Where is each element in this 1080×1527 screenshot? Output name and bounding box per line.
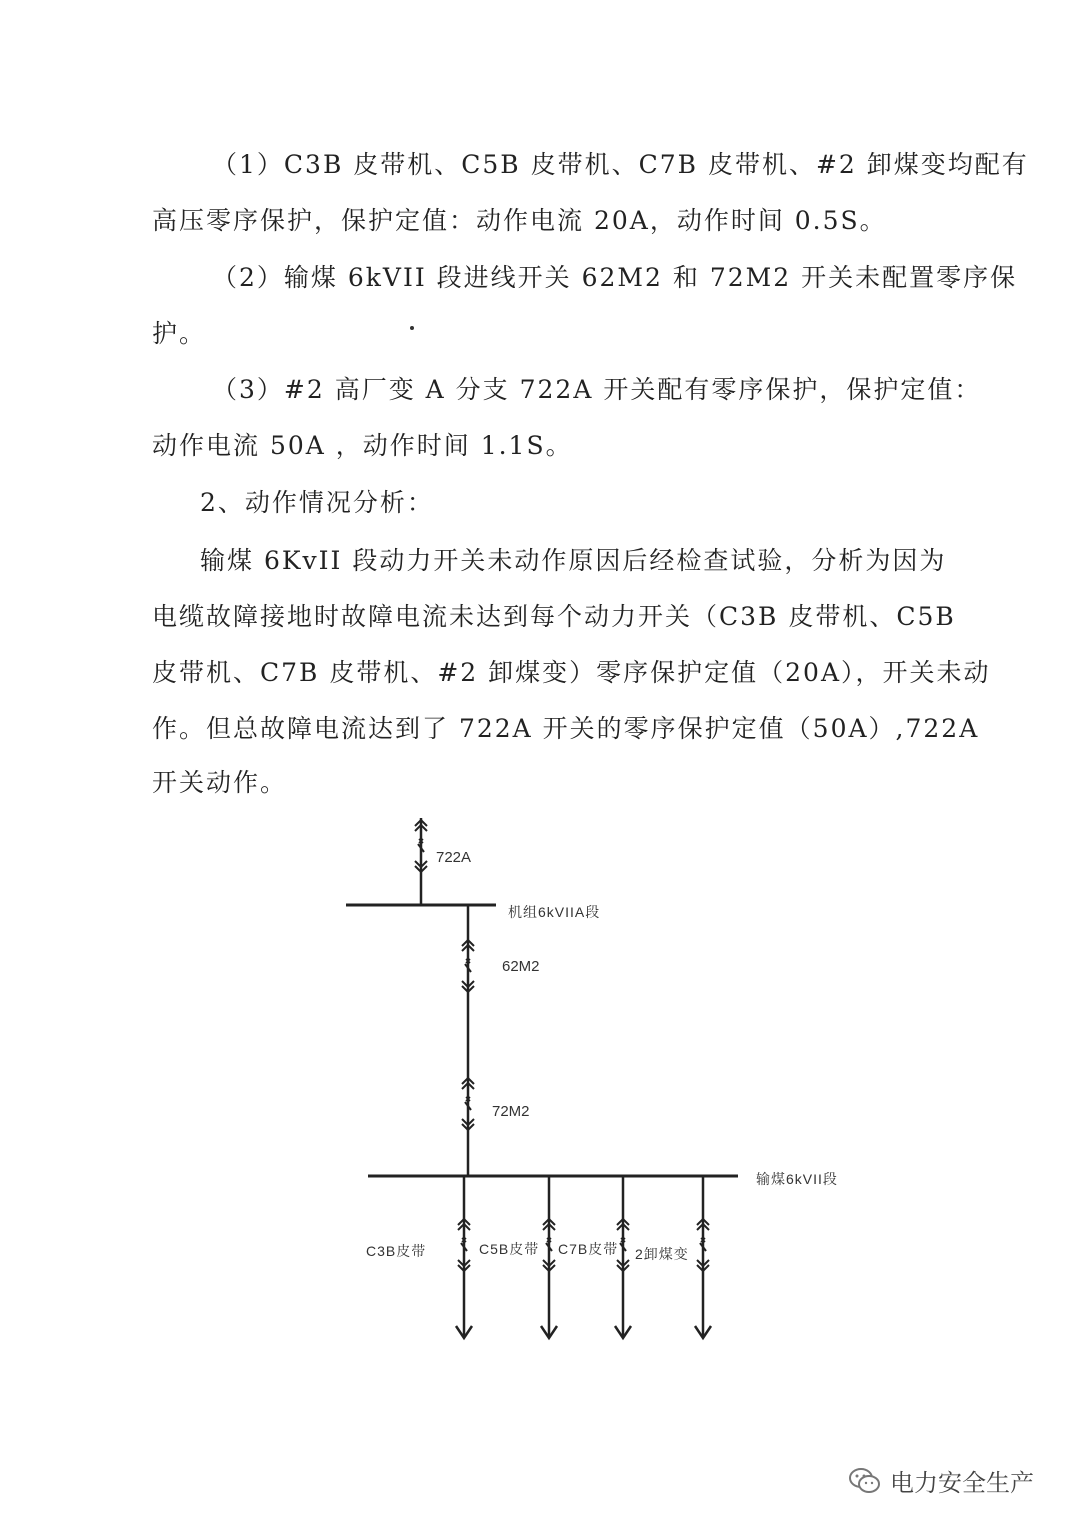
para-2-line-1: （2）输煤 6kVII 段进线开关 62M2 和 72M2 开关未配置零序保 (212, 263, 1018, 292)
label-722A: 722A (436, 849, 472, 866)
para-4-line-4: 作。但总故障电流达到了 722A 开关的零序保护定值（50A）,722A (152, 714, 980, 743)
para-4-line-1: 输煤 6KvII 段动力开关未动作原因后经检查试验，分析为因为 (200, 546, 947, 575)
watermark-text: 电力安全生产 (890, 1469, 1034, 1497)
label-feeder-c3b: C3B皮带 (366, 1243, 427, 1259)
para-3-line-1: （3）#2 高厂变 A 分支 722A 开关配有零序保护，保护定值： (212, 375, 982, 404)
label-feeder-c5b: C5B皮带 (479, 1241, 540, 1257)
para-3-line-2: 动作电流 50A ，动作时间 1.1S。 (152, 431, 573, 460)
section-heading: 2、动作情况分析： (200, 488, 434, 517)
para-4-line-5: 开关动作。 (152, 768, 288, 797)
label-72M2: 72M2 (492, 1103, 530, 1120)
para-4-line-2: 电缆故障接地时故障电流未达到每个动力开关（C3B 皮带机、C5B (152, 602, 956, 631)
para-1-line-1: （1）C3B 皮带机、C5B 皮带机、C7B 皮带机、#2 卸煤变均配有 (212, 150, 1029, 179)
label-bus-upper: 机组6kVIIA段 (508, 904, 601, 920)
wechat-icon (848, 1464, 882, 1498)
label-bus-lower: 输煤6kVII段 (756, 1171, 838, 1187)
source-watermark (848, 1463, 1034, 1498)
label-feeder-unload: 2卸煤变 (635, 1246, 689, 1262)
label-62M2: 62M2 (502, 958, 540, 975)
para-1-line-2: 高压零序保护，保护定值：动作电流 20A，动作时间 0.5S。 (152, 206, 887, 235)
label-feeder-c7b: C7B皮带 (558, 1241, 619, 1257)
para-4-line-3: 皮带机、C7B 皮带机、#2 卸煤变）零序保护定值（20A），开关未动 (152, 658, 991, 687)
para-2-line-2: 护。 (152, 319, 207, 348)
